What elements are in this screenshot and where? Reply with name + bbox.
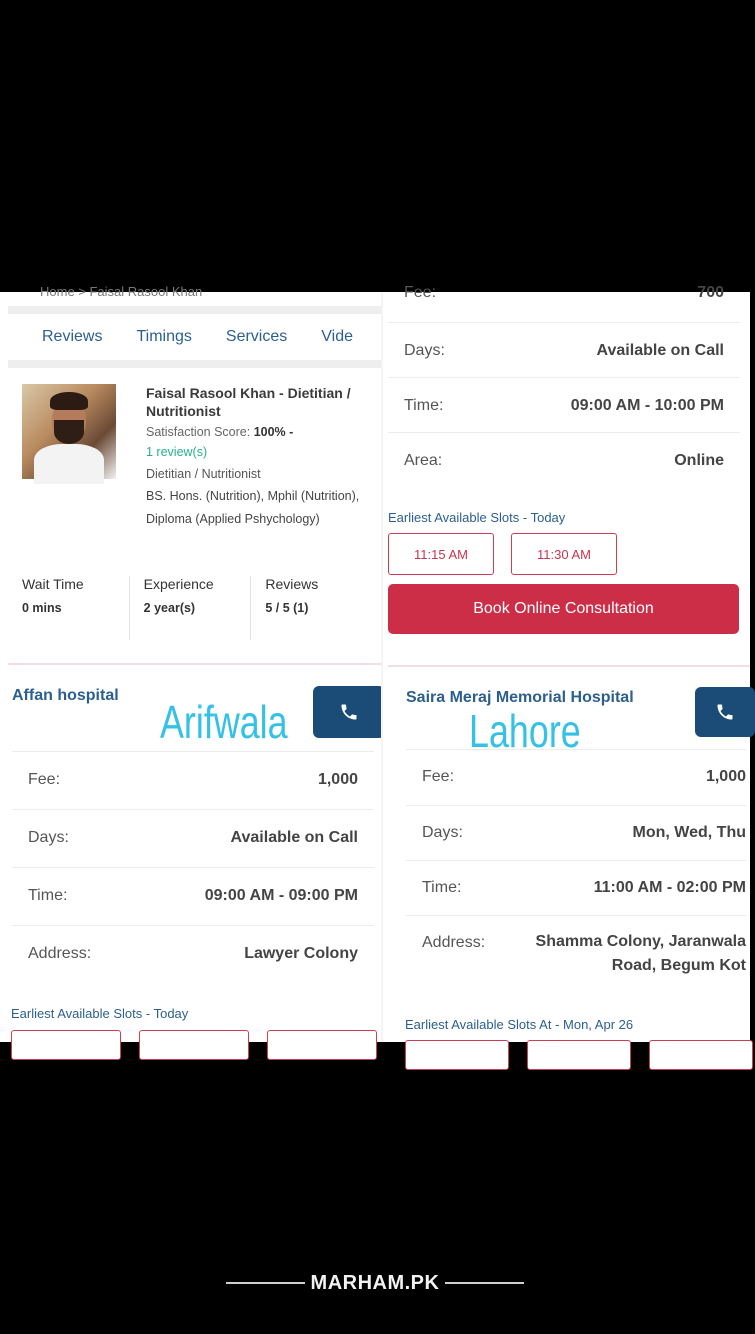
city-overlay: Lahore [469,705,581,757]
doctor-avatar [22,384,116,479]
row-label: Days: [404,342,445,359]
detail-row-fee [406,749,746,805]
row-value: 09:00 AM - 09:00 PM [204,887,358,904]
phone-icon [339,702,359,722]
stat-label: Experience [143,576,214,592]
phone-icon [715,702,735,722]
gray-divider [8,306,383,314]
row-value: 11:00 AM - 02:00 PM [593,879,746,896]
time-slot[interactable] [405,1040,509,1070]
satisfaction-label: Satisfaction Score: [146,425,251,439]
row-value: Mon, Wed, Thu [632,824,746,841]
detail-row-fee [388,266,740,322]
detail-row-area [388,432,740,487]
tab-timings[interactable]: Timings [136,328,192,345]
row-value: Available on Call [230,829,358,846]
detail-row-time [388,377,740,432]
detail-row-days [406,805,746,860]
row-label: Time: [422,879,462,896]
row-value: Online [674,452,724,469]
time-slot[interactable] [139,1030,249,1060]
row-label: Fee: [422,768,455,785]
row-value: Lawyer Colony [244,945,358,962]
stat-reviews [250,576,372,640]
doctor-name: Faisal Rasool Khan - Dietitian / Nutritionist [146,385,351,419]
row-label: Address: [28,945,92,962]
section-divider [388,665,750,667]
time-slot[interactable] [527,1040,631,1070]
doctor-qualifications: BS. Hons. (Nutrition), Mphil (Nutrition), Diploma (Applied Pshychology) [146,489,360,526]
watermark [226,1268,524,1298]
row-label: Days: [28,829,69,846]
detail-row-time [12,867,374,925]
detail-row-days [12,809,374,867]
profile-tabs [8,314,383,360]
slots-title: Earliest Available Slots - Today [388,510,566,525]
hospital-name: Saira Meraj Memorial Hospital [406,689,634,706]
doctor-info [146,384,376,531]
online-consultation-details [388,266,740,487]
section-divider [8,663,383,665]
stat-label: Reviews [265,576,319,592]
detail-row-days [388,322,740,377]
row-value: 09:00 AM - 10:00 PM [570,397,724,414]
row-label: Time: [404,397,444,414]
stat-value: 0 mins [22,601,62,615]
breadcrumb: Home > Faisal Rasool Khan [40,284,203,299]
row-value: Available on Call [596,342,724,359]
stat-value: 2 year(s) [143,601,196,615]
row-label: Address: [422,934,486,951]
row-label: Days: [422,824,463,841]
left-screenshot-panel [0,284,383,1042]
row-value: 1,000 [317,771,358,788]
row-value: Shamma Colony, Jaranwala Road, Begum Kot [535,933,746,974]
doctor-stats [22,576,372,640]
detail-row-address [12,925,374,983]
row-label: Fee: [404,284,437,301]
hospital-details [406,749,746,991]
hospital-name: Affan hospital [12,687,119,704]
tab-reviews[interactable]: Reviews [42,328,103,345]
time-slot[interactable] [649,1040,753,1070]
detail-row-time [406,860,746,915]
watermark-line [226,1282,305,1284]
time-slot-1115[interactable]: 11:15 AM [388,533,494,575]
detail-row-fee [12,751,374,809]
slots-title: Earliest Available Slots At - Mon, Apr 26 [405,1017,634,1032]
row-value: 700 [697,284,724,301]
row-label: Area: [404,452,443,469]
satisfaction-value: 100% - [253,425,294,439]
time-slot[interactable] [267,1030,377,1060]
tab-services[interactable]: Services [225,328,288,345]
right-screenshot-panel [383,284,750,1042]
time-slot-1130[interactable]: 11:30 AM [511,533,617,575]
stat-experience [129,576,251,640]
row-label: Fee: [28,771,61,788]
row-value: 1,000 [705,768,746,785]
call-button[interactable] [313,686,385,738]
reviews-link[interactable]: 1 review(s) [146,445,208,459]
watermark-line [445,1282,524,1284]
city-overlay: Arifwala [160,696,288,748]
hospital-details [12,751,374,983]
time-slot[interactable] [11,1030,121,1060]
doctor-specialty: Dietitian / Nutritionist [146,467,261,481]
stat-label: Wait Time [22,576,84,592]
call-button[interactable] [695,687,755,737]
book-online-consultation-button[interactable]: Book Online Consultation [388,584,739,634]
tab-videos[interactable]: Vide [321,328,353,345]
watermark-text: MARHAM.PK [310,1271,440,1294]
gray-divider [8,360,383,368]
stat-wait-time [22,576,129,640]
stat-value: 5 / 5 (1) [265,601,309,615]
detail-row-address [406,915,746,991]
row-label: Time: [28,887,68,904]
satisfaction-score [146,425,376,439]
slots-title: Earliest Available Slots - Today [11,1006,189,1021]
